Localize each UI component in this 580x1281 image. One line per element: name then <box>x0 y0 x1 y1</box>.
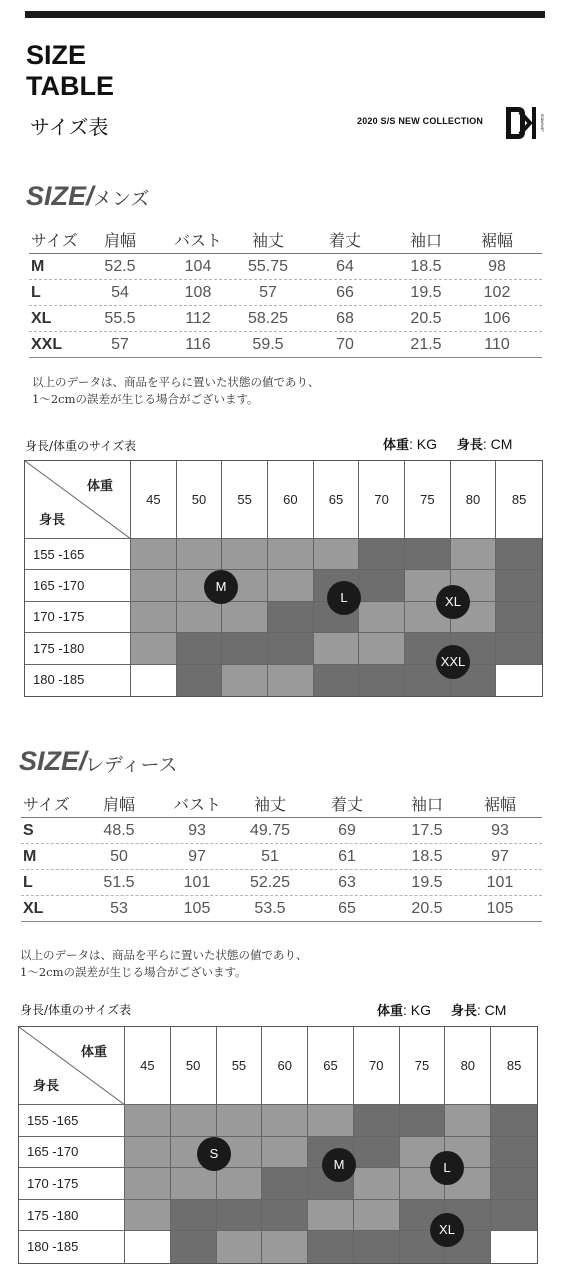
ladies-unit-height: CM <box>484 1002 507 1018</box>
table-header-cell: サイズ <box>23 795 70 814</box>
grid-cell <box>359 602 405 633</box>
table-cell: 97 <box>188 848 206 865</box>
table-cell: 52.25 <box>249 874 291 891</box>
table-cell: S <box>23 822 34 839</box>
grid-weight-axis-label: 体重 <box>87 479 114 494</box>
table-cell: 20.5 <box>411 900 443 917</box>
grid-cell <box>131 633 177 664</box>
grid-weight-label: 75 <box>420 492 435 507</box>
ladies-unit-height-label: 身長 <box>450 1004 477 1019</box>
size-marker-xl: XL <box>430 1213 464 1247</box>
mens-unit-weight-label: 体重 <box>383 438 410 453</box>
table-cell: 105 <box>486 900 514 917</box>
mens-units: 体重: KG 身長: CM <box>383 436 513 453</box>
table-header-cell: 袖丈 <box>251 231 284 250</box>
grid-height-label: 155 -165 <box>33 546 85 562</box>
table-cell: 20.5 <box>410 310 442 327</box>
grid-cell <box>496 570 542 601</box>
grid-weight-label: 70 <box>369 1058 384 1073</box>
table-cell: 19.5 <box>410 284 442 301</box>
grid-cell <box>496 602 542 633</box>
grid-weight-label: 50 <box>185 1058 201 1073</box>
table-cell: 68 <box>336 310 354 327</box>
size-marker-xxl: XXL <box>436 645 470 679</box>
grid-cell <box>308 1105 354 1137</box>
size-marker-m: M <box>322 1148 356 1182</box>
table-row <box>29 254 542 280</box>
mens-chart-title: 身長/体重のサイズ表 <box>25 439 137 453</box>
grid-weight-label: 65 <box>323 1058 338 1073</box>
grid-weight-header <box>405 461 451 539</box>
grid-height-axis-label: 身長 <box>33 1079 60 1094</box>
table-cell: 53.5 <box>254 900 286 917</box>
table-cell: 65 <box>338 900 356 917</box>
table-cell: 54 <box>111 284 129 301</box>
grid-height-row-header <box>25 602 131 633</box>
grid-cell <box>177 602 223 633</box>
table-header-cell: バスト <box>173 231 222 250</box>
grid-cell <box>268 570 314 601</box>
grid-height-label: 165 -170 <box>27 1144 79 1160</box>
grid-cell <box>354 1200 400 1232</box>
grid-cell <box>308 1200 354 1232</box>
grid-cell <box>217 1105 263 1137</box>
table-cell: 110 <box>484 336 510 353</box>
grid-height-label: 165 -170 <box>33 578 85 594</box>
grid-cell <box>217 1231 263 1263</box>
grid-cell <box>268 665 314 696</box>
ladies-section-title: SIZE/ <box>19 746 87 776</box>
grid-cell <box>131 602 177 633</box>
grid-cell <box>314 539 360 570</box>
table-cell: 104 <box>184 258 212 275</box>
grid-weight-axis-label: 体重 <box>81 1045 108 1060</box>
mens-unit-height-label: 身長 <box>456 438 483 453</box>
grid-cell <box>171 1105 217 1137</box>
ladies-table-header-row <box>21 792 542 818</box>
brand-logo-icon <box>505 105 545 141</box>
table-cell: 93 <box>491 822 509 839</box>
table-cell: 112 <box>185 310 211 327</box>
grid-weight-label: 85 <box>506 1058 522 1073</box>
table-header-cell: バスト <box>172 795 221 814</box>
grid-weight-header <box>491 1027 537 1105</box>
table-row <box>21 896 542 922</box>
table-row <box>21 844 542 870</box>
grid-cell <box>222 665 268 696</box>
ladies-unit-weight-label: 体重 <box>377 1004 404 1019</box>
table-cell: 51 <box>261 848 279 865</box>
table-cell: 69 <box>338 822 356 839</box>
mens-height-weight-grid <box>24 460 543 697</box>
grid-cell <box>131 665 177 696</box>
mens-unit-weight: KG <box>416 436 438 452</box>
grid-height-row-header <box>25 539 131 570</box>
table-header-cell: 袖丈 <box>253 795 286 814</box>
table-cell: 17.5 <box>411 822 443 839</box>
grid-cell <box>268 633 314 664</box>
table-row <box>29 332 542 358</box>
grid-cell <box>354 1105 400 1137</box>
grid-height-axis-label: 身長 <box>39 513 66 528</box>
table-cell: XL <box>31 310 52 327</box>
grid-height-label: 175 -180 <box>33 640 85 656</box>
table-cell: 55.5 <box>104 310 136 327</box>
grid-cell <box>177 633 223 664</box>
grid-height-row-header <box>25 665 131 696</box>
ladies-section-title-jp: レディース <box>85 754 178 776</box>
header-title-line2: TABLE <box>26 71 114 101</box>
grid-weight-label: 60 <box>283 492 298 507</box>
grid-cell <box>177 665 223 696</box>
grid-height-row-header <box>19 1105 125 1137</box>
grid-cell <box>171 1168 217 1200</box>
ladies-chart-title: 身長/体重のサイズ表 <box>20 1003 132 1017</box>
grid-weight-header <box>131 461 177 539</box>
grid-cell <box>400 1105 446 1137</box>
grid-cell <box>354 1137 400 1169</box>
ladies-units: 体重: KG 身長: CM <box>377 1002 507 1019</box>
table-cell: XXL <box>31 336 63 353</box>
grid-weight-header <box>177 461 223 539</box>
grid-cell <box>359 665 405 696</box>
grid-cell <box>268 602 314 633</box>
grid-weight-header <box>400 1027 446 1105</box>
table-cell: 102 <box>483 284 511 301</box>
table-cell: 49.75 <box>249 822 291 839</box>
grid-weight-header <box>171 1027 217 1105</box>
table-cell: 19.5 <box>411 874 443 891</box>
grid-height-row-header <box>25 633 131 664</box>
table-cell: 58.25 <box>247 310 289 327</box>
grid-cell <box>491 1231 537 1263</box>
logo-text: RODAYMET <box>540 114 544 132</box>
grid-cell <box>262 1105 308 1137</box>
table-cell: M <box>23 848 37 865</box>
table-cell: XL <box>23 900 44 917</box>
grid-cell <box>262 1231 308 1263</box>
grid-weight-label: 75 <box>414 1058 430 1073</box>
table-cell: M <box>31 258 45 275</box>
grid-cell <box>314 665 360 696</box>
table-header-cell: 裾幅 <box>483 795 516 814</box>
header-title-line1: SIZE <box>26 40 87 70</box>
ladies-note-line1: 以上のデータは、商品を平らに置いた状態の値であり、 <box>20 948 308 962</box>
grid-cell <box>131 539 177 570</box>
mens-note-line1: 以上のデータは、商品を平らに置いた状態の値であり、 <box>32 375 320 389</box>
table-cell: 48.5 <box>103 822 135 839</box>
table-header-cell: 肩幅 <box>103 231 136 250</box>
table-cell: 108 <box>184 284 212 301</box>
table-cell: 98 <box>488 258 506 275</box>
table-cell: 50 <box>110 848 128 865</box>
table-header-cell: 着丈 <box>328 231 361 250</box>
grid-cell <box>125 1105 171 1137</box>
grid-cell <box>491 1168 537 1200</box>
grid-weight-header <box>217 1027 263 1105</box>
table-cell: 64 <box>336 258 354 275</box>
grid-height-label: 180 -185 <box>27 1239 79 1255</box>
grid-weight-label: 55 <box>237 492 252 507</box>
table-row <box>29 306 542 332</box>
grid-cell <box>217 1200 263 1232</box>
grid-height-row-header <box>19 1200 125 1232</box>
grid-weight-label: 50 <box>191 492 207 507</box>
ladies-note-line2: 1～2cmの誤差が生じる場合がございます。 <box>20 965 247 979</box>
grid-weight-header <box>451 461 497 539</box>
grid-weight-label: 60 <box>277 1058 292 1073</box>
grid-cell <box>125 1231 171 1263</box>
mens-note-line2: 1～2cmの誤差が生じる場合がございます。 <box>32 392 259 406</box>
table-cell: 105 <box>183 900 211 917</box>
ladies-unit-weight: KG <box>410 1002 432 1018</box>
grid-weight-label: 45 <box>140 1058 155 1073</box>
table-cell: 61 <box>338 848 356 865</box>
grid-cell <box>359 539 405 570</box>
grid-height-label: 170 -175 <box>33 609 85 625</box>
table-cell: 93 <box>188 822 206 839</box>
table-cell: L <box>23 874 33 891</box>
grid-cell <box>354 1168 400 1200</box>
table-cell: 18.5 <box>410 258 442 275</box>
grid-cell <box>171 1200 217 1232</box>
table-row <box>29 280 542 306</box>
table-header-cell: 肩幅 <box>102 795 135 814</box>
table-header-cell: 袖口 <box>409 231 442 250</box>
grid-cell <box>491 1137 537 1169</box>
table-cell: 53 <box>110 900 128 917</box>
grid-height-label: 180 -185 <box>33 672 85 688</box>
grid-weight-label: 70 <box>374 492 389 507</box>
grid-cell <box>268 539 314 570</box>
grid-cell <box>405 539 451 570</box>
table-header-cell: 袖口 <box>410 795 443 814</box>
grid-height-row-header <box>19 1137 125 1169</box>
size-marker-s: S <box>197 1137 231 1171</box>
grid-cell <box>222 633 268 664</box>
grid-cell <box>451 539 497 570</box>
grid-weight-header <box>268 461 314 539</box>
table-cell: 116 <box>185 336 211 353</box>
grid-weight-label: 80 <box>465 492 481 507</box>
grid-cell <box>125 1137 171 1169</box>
grid-cell <box>262 1137 308 1169</box>
grid-cell <box>177 539 223 570</box>
grid-weight-label: 65 <box>328 492 344 507</box>
grid-cell <box>496 539 542 570</box>
grid-height-label: 155 -165 <box>27 1112 79 1128</box>
grid-cell <box>222 539 268 570</box>
grid-weight-header <box>308 1027 354 1105</box>
grid-cell <box>445 1105 491 1137</box>
table-cell: 97 <box>491 848 509 865</box>
grid-cell <box>354 1231 400 1263</box>
grid-cell <box>496 665 542 696</box>
ladies-height-weight-grid <box>18 1026 538 1264</box>
mens-section-title: SIZE/ <box>26 181 94 211</box>
grid-weight-header <box>445 1027 491 1105</box>
grid-cell <box>359 633 405 664</box>
table-cell: 101 <box>183 874 211 891</box>
table-cell: 59.5 <box>252 336 284 353</box>
grid-weight-header <box>314 461 360 539</box>
table-cell: 21.5 <box>410 336 442 353</box>
grid-height-label: 170 -175 <box>27 1175 79 1191</box>
grid-cell <box>491 1105 537 1137</box>
table-cell: 52.5 <box>104 258 136 275</box>
grid-cell <box>314 633 360 664</box>
table-cell: 101 <box>486 874 514 891</box>
grid-cell <box>217 1168 263 1200</box>
grid-cell <box>222 602 268 633</box>
grid-weight-label: 80 <box>460 1058 476 1073</box>
grid-weight-label: 85 <box>511 492 527 507</box>
table-cell: 63 <box>338 874 356 891</box>
grid-weight-label: 45 <box>146 492 161 507</box>
table-cell: 18.5 <box>411 848 443 865</box>
table-cell: 57 <box>111 336 129 353</box>
table-cell: 106 <box>483 310 511 327</box>
grid-height-row-header <box>19 1231 125 1263</box>
grid-cell <box>125 1200 171 1232</box>
table-cell: 66 <box>336 284 354 301</box>
mens-table-header-row <box>29 228 542 254</box>
collection-label: 2020 S/S NEW COLLECTION <box>357 116 484 126</box>
header-title-jp: サイズ表 <box>30 115 109 139</box>
grid-cell <box>262 1200 308 1232</box>
grid-weight-header <box>496 461 542 539</box>
grid-weight-header <box>222 461 268 539</box>
mens-unit-height: CM <box>490 436 513 452</box>
size-marker-xl: XL <box>436 585 470 619</box>
grid-weight-header <box>359 461 405 539</box>
grid-weight-label: 55 <box>231 1058 247 1073</box>
grid-height-row-header <box>25 570 131 601</box>
table-cell: 55.75 <box>247 258 289 275</box>
grid-cell <box>308 1231 354 1263</box>
grid-cell <box>359 570 405 601</box>
table-header-cell: 裾幅 <box>480 231 513 250</box>
grid-cell <box>262 1168 308 1200</box>
size-marker-l: L <box>327 581 361 615</box>
top-divider-bar <box>25 11 545 18</box>
grid-cell <box>125 1168 171 1200</box>
grid-weight-header <box>354 1027 400 1105</box>
grid-height-label: 175 -180 <box>27 1207 79 1223</box>
grid-cell <box>171 1231 217 1263</box>
grid-cell <box>491 1200 537 1232</box>
grid-weight-header <box>125 1027 171 1105</box>
table-header-cell: サイズ <box>31 231 78 250</box>
table-cell: 70 <box>336 336 354 353</box>
mens-section-title-jp: メンズ <box>93 188 150 210</box>
table-cell: 57 <box>259 284 277 301</box>
grid-cell <box>496 633 542 664</box>
size-marker-l: L <box>430 1151 464 1185</box>
table-row <box>21 870 542 896</box>
grid-weight-header <box>262 1027 308 1105</box>
grid-cell <box>131 570 177 601</box>
table-cell: L <box>31 284 41 301</box>
table-row <box>21 818 542 844</box>
grid-height-row-header <box>19 1168 125 1200</box>
size-marker-m: M <box>204 570 238 604</box>
table-header-cell: 着丈 <box>330 795 363 814</box>
table-cell: 51.5 <box>103 874 135 891</box>
